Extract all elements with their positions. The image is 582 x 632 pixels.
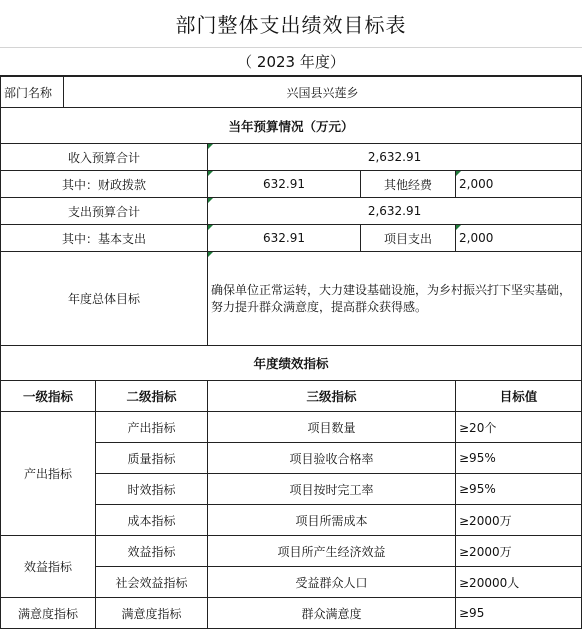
expense-total-label: 支出预算合计: [1, 198, 208, 225]
indicator-row: [1, 412, 582, 443]
target-cell: ≥20000人: [456, 567, 582, 598]
level2-cell: 质量指标: [96, 443, 208, 474]
dept-value: 兴国县兴莲乡: [64, 77, 582, 108]
level2-cell: 成本指标: [96, 505, 208, 536]
level1-cell: 满意度指标: [1, 598, 96, 629]
other-label: 其他经费: [361, 171, 456, 198]
indicator-row: [1, 536, 582, 567]
basic-value: 632.91: [208, 225, 361, 252]
header-level2: 二级指标: [96, 381, 208, 412]
goal-text: 确保单位正常运转，大力建设基础设施，为乡村振兴打下坚实基础，努力提升群众满意度，提高群众获得感。: [208, 252, 582, 346]
other-value: 2,000: [456, 171, 582, 198]
header-level3: 三级指标: [208, 381, 456, 412]
indicator-section-title: 年度绩效指标: [1, 346, 582, 381]
level3-cell: 群众满意度: [208, 598, 456, 629]
level3-cell: 受益群众人口: [208, 567, 456, 598]
project-value: 2,000: [456, 225, 582, 252]
income-total-value: 2,632.91: [208, 144, 582, 171]
goal-row: [1, 252, 582, 346]
target-cell: ≥2000万: [456, 505, 582, 536]
budget-section-row: [1, 108, 582, 144]
level2-cell: 效益指标: [96, 536, 208, 567]
expense-total-row: [1, 198, 582, 225]
income-total-label: 收入预算合计: [1, 144, 208, 171]
project-label: 项目支出: [361, 225, 456, 252]
target-cell: ≥95: [456, 598, 582, 629]
sheet-year: （ 2023 年度）: [0, 47, 582, 76]
indicator-header-row: [1, 381, 582, 412]
target-cell: ≥20个: [456, 412, 582, 443]
income-total-row: [1, 144, 582, 171]
level3-cell: 项目按时完工率: [208, 474, 456, 505]
sheet-title: 部门整体支出绩效目标表: [0, 0, 582, 48]
level1-cell: 产出指标: [1, 412, 96, 536]
fiscal-row: [1, 171, 582, 198]
expense-total-value: 2,632.91: [208, 198, 582, 225]
level3-cell: 项目所产生经济效益: [208, 536, 456, 567]
fiscal-value: 632.91: [208, 171, 361, 198]
header-level1: 一级指标: [1, 381, 96, 412]
target-cell: ≥95%: [456, 443, 582, 474]
fiscal-label: 其中：财政拨款: [1, 171, 208, 198]
budget-section-title: 当年预算情况（万元）: [1, 108, 582, 144]
target-cell: ≥2000万: [456, 536, 582, 567]
dept-label: 部门名称: [1, 77, 64, 108]
basic-row: [1, 225, 582, 252]
level3-cell: 项目验收合格率: [208, 443, 456, 474]
level3-cell: 项目所需成本: [208, 505, 456, 536]
basic-label: 其中：基本支出: [1, 225, 208, 252]
level2-cell: 满意度指标: [96, 598, 208, 629]
level2-cell: 社会效益指标: [96, 567, 208, 598]
level1-cell: 效益指标: [1, 536, 96, 598]
indicator-row: [1, 598, 582, 629]
level3-cell: 项目数量: [208, 412, 456, 443]
header-target: 目标值: [456, 381, 582, 412]
level2-cell: 时效指标: [96, 474, 208, 505]
goal-label: 年度总体目标: [1, 252, 208, 346]
target-cell: ≥95%: [456, 474, 582, 505]
performance-table: [0, 76, 582, 629]
dept-row: [1, 77, 582, 108]
level2-cell: 产出指标: [96, 412, 208, 443]
indicator-section-row: [1, 346, 582, 381]
